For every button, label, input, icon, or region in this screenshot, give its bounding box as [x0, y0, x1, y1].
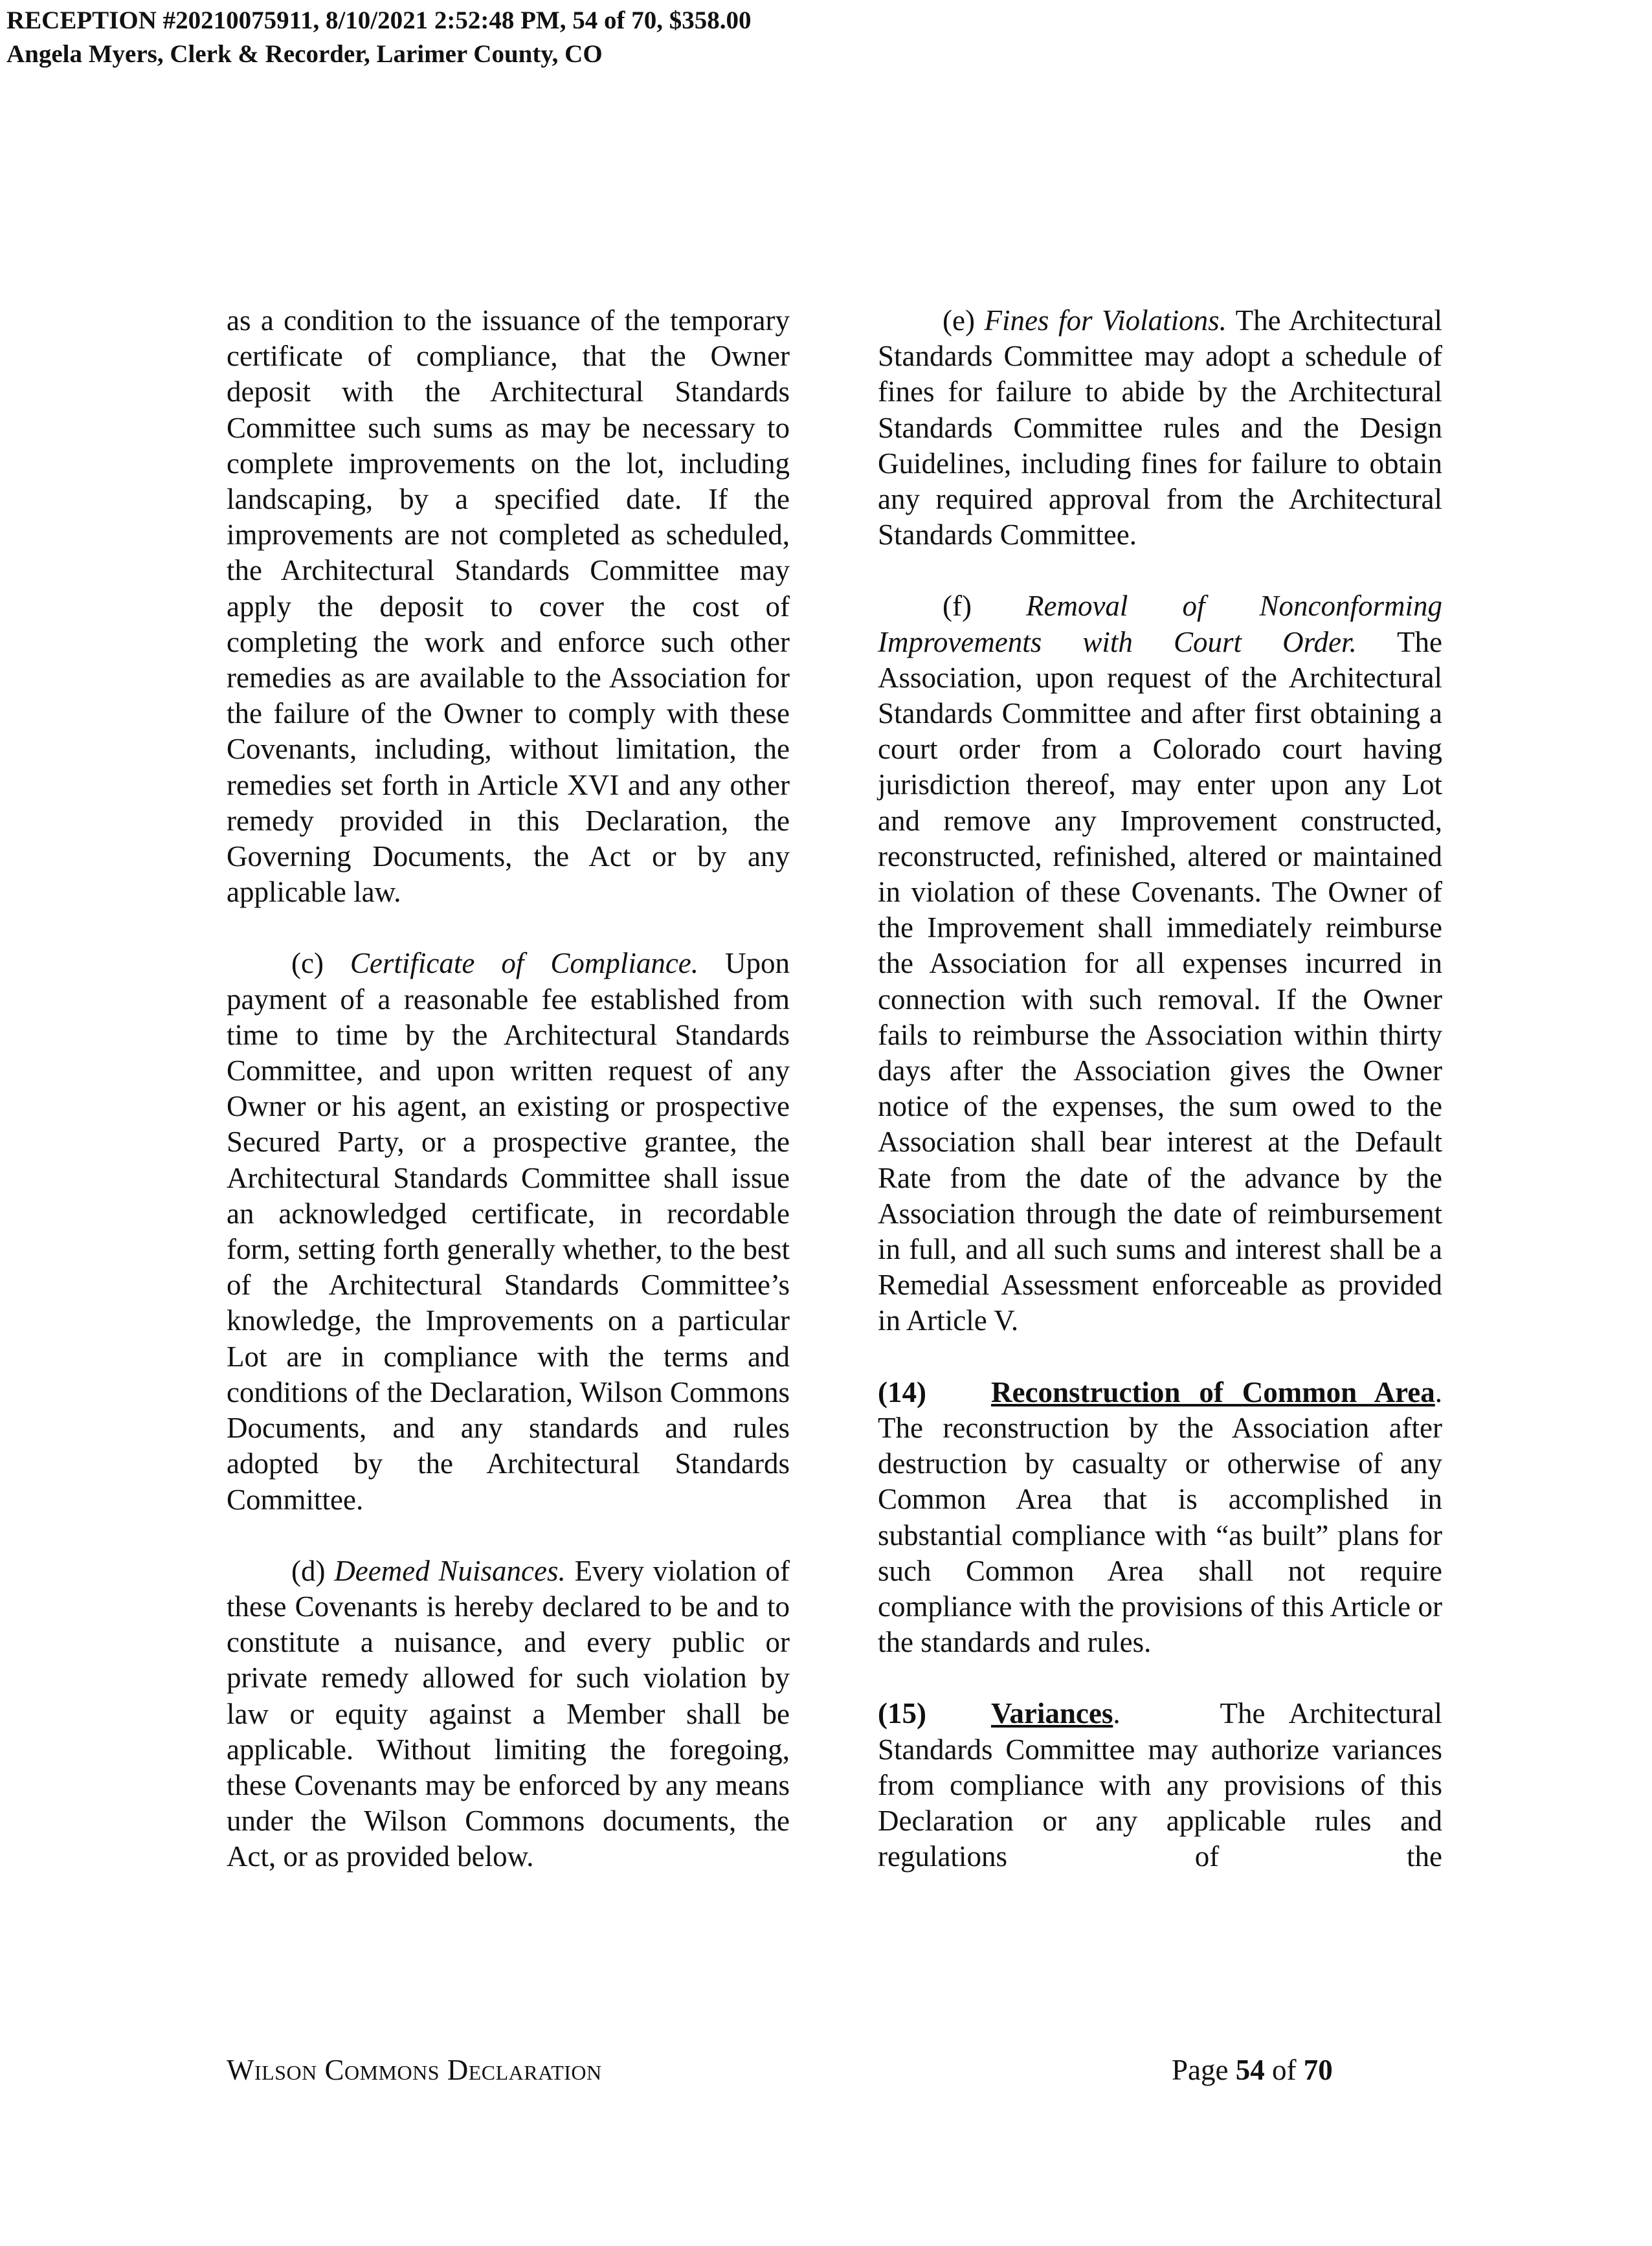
recording-stamp-line-2: Angela Myers, Clerk & Recorder, Larimer County, CO — [6, 40, 603, 68]
section-15-variances: (15) Variances. The Architectural Standards Committee may authorize variances from compliance with any provisions of this Declaration or any applicable rules and regulations of the — [878, 1697, 1442, 1873]
paragraph-e-heading: Fines for Violations. — [984, 304, 1227, 337]
section-15-text: The Architectural Standards Committee may authorize variances from compliance with any provisions of this Declaration or any applicable rules and regulations of the — [878, 1697, 1442, 1873]
paragraph-c-certificate-of-compliance — [227, 946, 790, 1517]
footer-page-number — [1172, 2053, 1333, 2087]
section-14-number: (14) — [878, 1375, 926, 1408]
recording-stamp — [6, 4, 751, 71]
paragraph-c-label: (c) — [291, 947, 324, 980]
paragraph-d-deemed-nuisances — [227, 1553, 790, 1875]
footer-document-title: Wilson Commons Declaration — [227, 2054, 602, 2086]
section-15-title: Variances — [991, 1697, 1113, 1730]
paragraph-d-text: Every violation of these Covenants is hereby declared to be and to constitute a nuisance, and every public or private remedy allowed for such violation by law or equity against a Member shall be applicable. Without limiting the foregoing, these Covenants may be enforced by any means under the Wilson Commons documents, the Act, or as provided below. — [227, 1554, 790, 1873]
paragraph-f-label: (f) — [943, 590, 972, 623]
paragraph-f-text: The Association, upon request of the Architectural Standards Committee and after first obtaining a court order from a Colorado court having jurisdiction thereof, may enter upon any Lot and remove any Improvement constructed, reconstructed, refinished, altered or maintained in violation of these Covenants. The Owner of the Improvement shall immediately reimburse the Association for all expenses incurred in connection with such removal. If the Owner fails to reimburse the Association within thirty days after the Association gives the Owner notice of the expenses, the sum owed to the Association shall bear interest at the Default Rate from the date of the advance by the Association through the date of reimbursement in full, and all such sums and interest shall be a Remedial Assessment enforceable as provided in Article V. — [878, 625, 1442, 1337]
section-14-text: The reconstruction by the Association after destruction by casualty or otherwise of any Common Area that is accomplished in substantial compliance with “as built” plans for such Common Area shall not require compliance with the provisions of this Article or the standards and rules. — [878, 1411, 1442, 1659]
section-14-title: Reconstruction of Common Area — [991, 1375, 1435, 1408]
section-15-number: (15) — [878, 1697, 926, 1730]
paragraph-d-label: (d) — [291, 1554, 326, 1587]
paragraph-f-heading: Removal of Nonconforming Improvements with Court Order. — [878, 590, 1442, 658]
paragraph-c-text: Upon payment of a reasonable fee established from time to time by the Architectural Standards Committee, and upon written request of any Owner or his agent, an existing or prospective Secured Party, or a prospective grantee, the Architectural Standards Committee shall issue an acknowledged certificate, in recordable form, setting forth generally whether, to the best of the Architectural Standards Committee’s knowledge, the Improvements on a particular Lot are in compliance with the terms and conditions of the Declaration, Wilson Commons Documents, and any standards and rules adopted by the Architectural Standards Committee. — [227, 947, 790, 1516]
footer-page-prefix: Page — [1172, 2054, 1229, 2086]
left-column — [227, 303, 790, 1911]
recording-stamp-line-1: RECEPTION #20210075911, 8/10/2021 2:52:48 PM, 54 of 70, $358.00 — [6, 6, 752, 34]
right-column — [878, 303, 1442, 1910]
paragraph-f-removal-of-nonconforming-improvements — [878, 588, 1442, 1339]
paragraph-e-fines-for-violations — [878, 303, 1442, 553]
paragraph-e-text: The Architectural Standards Committee may adopt a schedule of fines for failure to abide by the Architectural Standards Committee rules and the Design Guidelines, including fines for failure to obtain any required approval from the Architectural Standards Committee. — [878, 304, 1442, 551]
footer-page-current: 54 — [1235, 2054, 1265, 2086]
paragraph-c-heading: Certificate of Compliance. — [350, 947, 699, 980]
footer-page-total: 70 — [1303, 2054, 1333, 2086]
paragraph-e-label: (e) — [943, 304, 975, 337]
paragraph-d-heading: Deemed Nuisances. — [334, 1554, 566, 1587]
footer-page-of: of — [1271, 2054, 1297, 2086]
section-14-reconstruction-of-common-area: (14) Reconstruction of Common Area. The reconstruction by the Association after destruction by casualty or otherwise of any Common Area that is accomplished in substantial compliance with “as built” plans for such Common Area shall not require compliance with the provisions of this Article or the standards and rules. — [878, 1375, 1442, 1659]
paragraph-continuation: as a condition to the issuance of the temporary certificate of compliance, that the Owner deposit with the Architectural Standards Committee such sums as may be necessary to complete improvements on the lot, including landscaping, by a specified date. If the improvements are not completed as scheduled, the Architectural Standards Committee may apply the deposit to cover the cost of completing the work and enforce such other remedies as are available to the Association for the failure of the Owner to comply with these Covenants, including, without limitation, the remedies set forth in Article XVI and any other remedy provided in this Declaration, the Governing Documents, the Act or by any applicable law. — [227, 304, 790, 909]
